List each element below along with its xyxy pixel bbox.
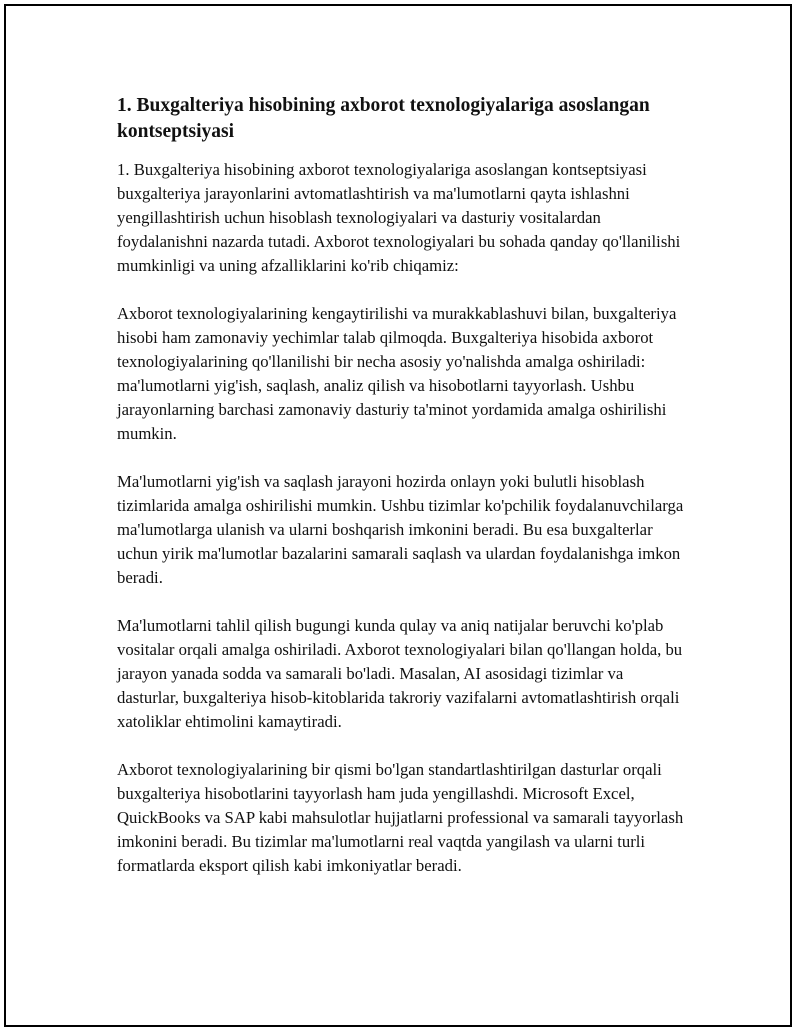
- document-title: 1. Buxgalteriya hisobining axborot texnologiyalariga asoslangan kontseptsiyasi: [117, 95, 650, 142]
- paragraph-1: 1. Buxgalteriya hisobining axborot texnologiyalariga asoslangan kontseptsiyasi buxgalteriya jarayonlarini avtomatlashtirish va ma'lumotlarni qayta ishlashni yengillashtirish uchun hisoblash texnologiyalari va dasturiy vositalardan foydalanishni nazarda tutadi. Axborot texnologiyalari bu sohada qanday qo'llanilishi mumkinligi va uning afzalliklarini ko'rib chiqamiz:: [117, 160, 681, 275]
- paragraph-3: Ma'lumotlarni yig'ish va saqlash jarayoni hozirda onlayn yoki bulutli hisoblash tizimlarida amalga oshirilishi mumkin. Ushbu tizimlar ko'pchilik foydalanuvchilarga ma'lumotlarga ulanish va ularni boshqarish imkonini beradi. Bu esa buxgalterlar uchun yirik ma'lumotlar bazalarini samarali saqlash va ulardan foydalanishga imkon beradi.: [117, 472, 684, 587]
- paragraph-4: Ma'lumotlarni tahlil qilish bugungi kunda qulay va aniq natijalar beruvchi ko'plab vositalar orqali amalga oshiriladi. Axborot texnologiyalari bilan qo'llangan holda, bu jarayon yanada sodda va samarali bo'ladi. Masalan, AI asosidagi tizimlar va dasturlar, buxgalteriya hisob-kitoblarida takroriy vazifalarni avtomatlashtirish orqali xatoliklar ehtimolini kamaytiradi.: [117, 616, 683, 731]
- paragraph-5: Axborot texnologiyalarining bir qismi bo'lgan standartlashtirilgan dasturlar orqali buxgalteriya hisobotlarini tayyorlash ham juda yengillashdi. Microsoft Excel, QuickBooks va SAP kabi mahsulotlar hujjatlarni professional va samarali tayyorlash imkonini beradi. Bu tizimlar ma'lumotlarni real vaqtda yangilash va ularni turli formatlarda eksport qilish kabi imkoniyatlar beradi.: [117, 760, 684, 875]
- paragraph-2: Axborot texnologiyalarining kengaytirilishi va murakkablashuvi bilan, buxgalteriya hisobi ham zamonaviy yechimlar talab qilmoqda. Buxgalteriya hisobida axborot texnologiyalarining qo'llanilishi bir necha asosiy yo'nalishda amalga oshiriladi: ma'lumotlarni yig'ish, saqlash, analiz qilish va hisobotlarni tayyorlash. Ushbu jarayonlarning barchasi zamonaviy dasturiy ta'minot yordamida amalga oshirilishi mumkin.: [117, 304, 677, 443]
- document-body: [117, 93, 687, 902]
